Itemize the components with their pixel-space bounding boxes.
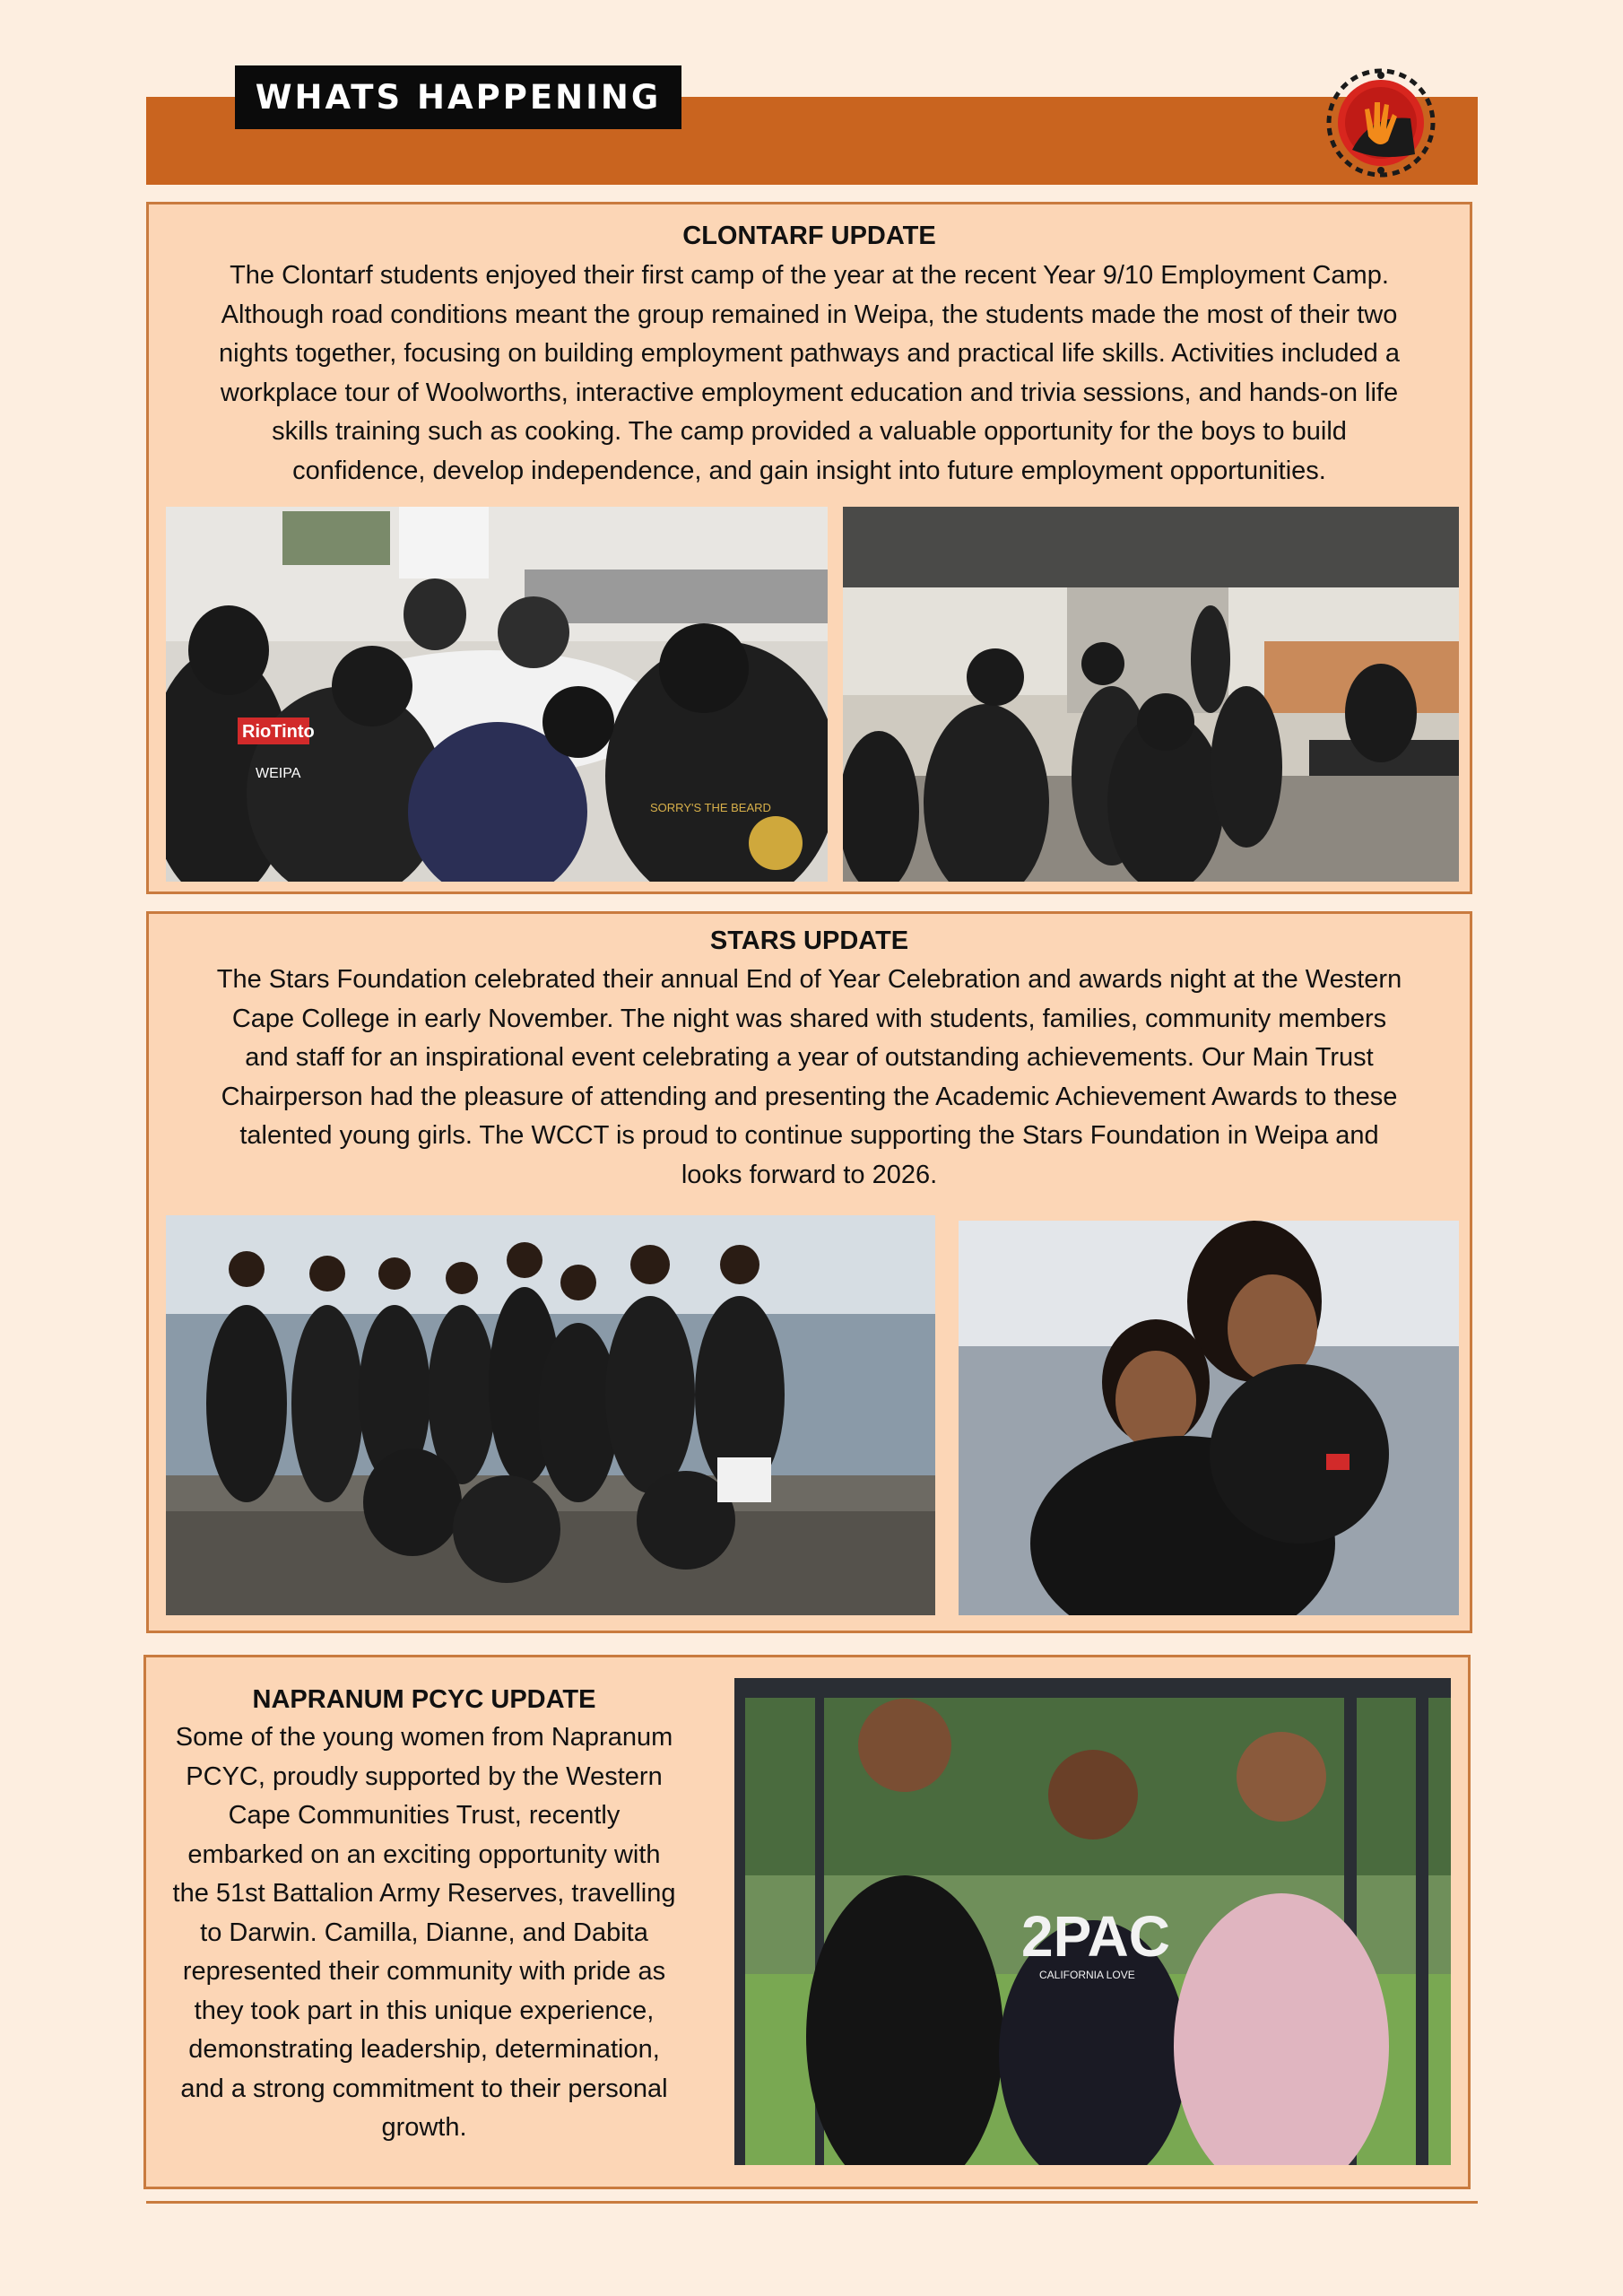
page-title: WHATS HAPPENING: [235, 65, 681, 129]
stars-section: [146, 911, 1472, 1633]
photo-napranum-women: [734, 1678, 1451, 2165]
section-title: NAPRANUM PCYC UPDATE: [252, 1685, 596, 1714]
photo-stars-group: [166, 1215, 935, 1615]
shirt-logo-text: RioTinto: [242, 722, 315, 742]
section-title: CLONTARF UPDATE: [682, 222, 936, 250]
section-body: Some of the young women from Napranum PCYC, proudly supported by the Western Cape Communities Trust, recently embarked on an exciting opportunity with the 51st Battalion Army Reserves, travelling to Darwin. Camilla, Dianne, and Dabita represented their community with pride as they took part in this unique experience, demonstrating leadership, determination, and a strong commitment to their personal growth.: [172, 1723, 676, 2142]
section-body: The Stars Foundation celebrated their annual End of Year Celebration and awards night at the Western Cape College in early November. The night was shared with students, families, community members and staff for an inspirational event celebrating a year of outstanding achievements. Our Main Trust Chairperson had the pleasure of attending and presenting the Academic Achievement Awards to these talented young girls. The WCCT is proud to continue supporting the Stars Foundation in Weipa and looks forward to 2026.: [216, 965, 1402, 1189]
section-body: The Clontarf students enjoyed their first camp of the year at the recent Year 9/10 Employment Camp. Although road conditions meant the group remained in Weipa, the students made the most of their two nights together, focusing on building employment pathways and practical life skills. Activities included a workplace tour of Woolworths, interactive employment education and trivia sessions, and hands-on life skills training such as cooking. The camp provided a valuable opportunity for the boys to build confidence, develop independence, and gain insight into future employment opportunities.: [218, 261, 1400, 485]
photo-warehouse-tour: [843, 507, 1459, 882]
napranum-section: [143, 1655, 1471, 2189]
photo-stars-piggyback: [959, 1221, 1459, 1615]
clontarf-section: [146, 202, 1472, 894]
shirt-logo-text-4: 2PAC: [1021, 1904, 1170, 1969]
section-title: STARS UPDATE: [709, 926, 909, 955]
shirt-logo-text-2: WEIPA: [256, 766, 301, 781]
shirt-logo-text-5: CALIFORNIA LOVE: [1039, 1969, 1135, 1981]
handprint-logo-icon: [1325, 65, 1436, 181]
photo-classroom: [166, 507, 828, 882]
footer-divider: [146, 2201, 1478, 2204]
shirt-logo-text-3: SORRY'S THE BEARD: [650, 801, 771, 814]
